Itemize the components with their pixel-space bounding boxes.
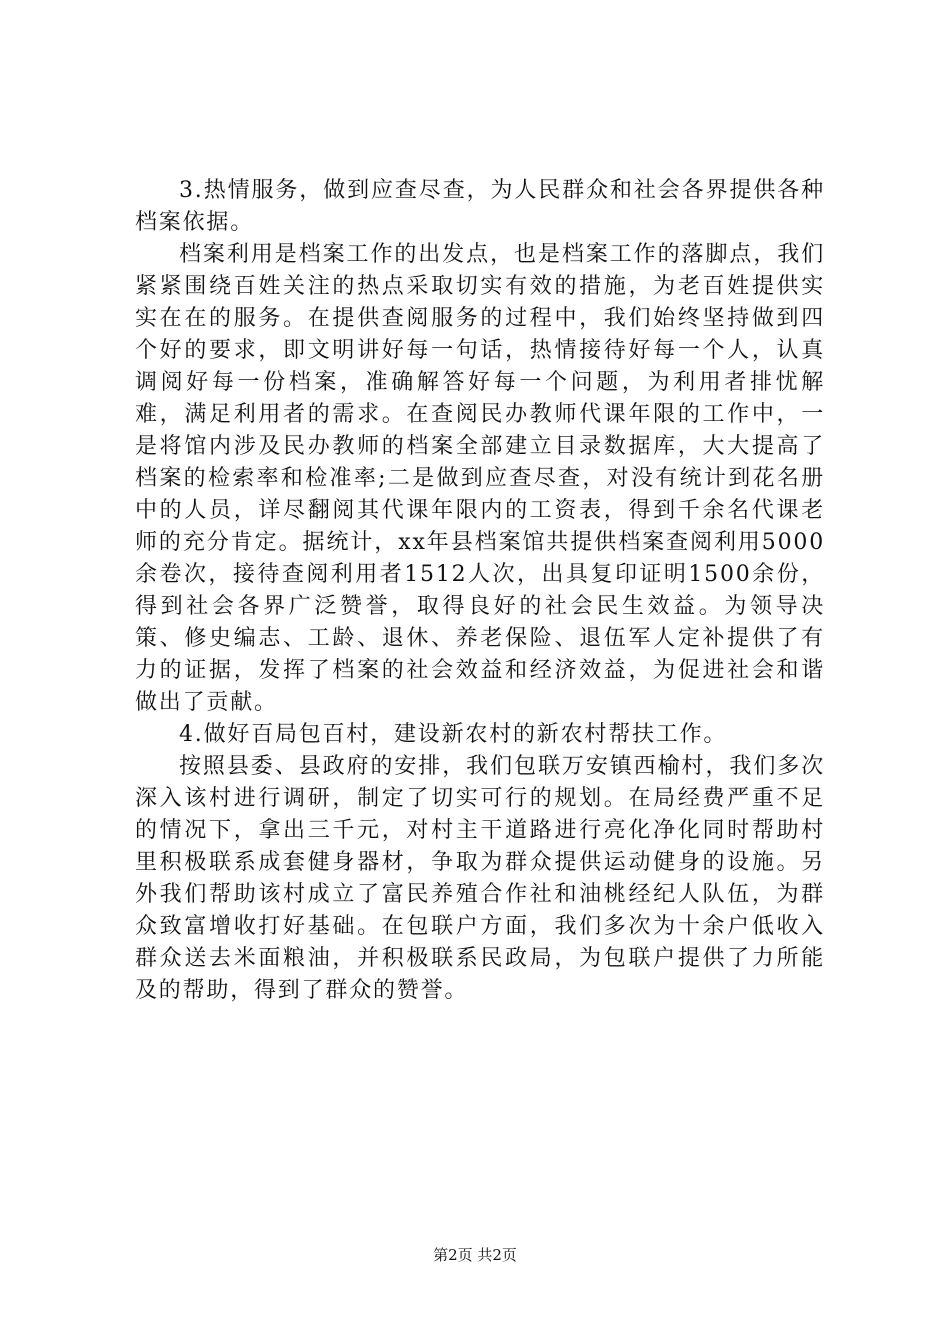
paragraph-archive-utilization: 档案利用是档案工作的出发点，也是档案工作的落脚点，我们紧紧围绕百姓关注的热点采取切实有效的措施，为老百姓提供实实在在的服务。在提供查阅服务的过程中，我们始终坚持做到四个好的要求，即文明讲好每一句话，热情接待好每一个人，认真调阅好每一份档案，准确解答好每一个问题，为利用者排忧解难，满足利用者的需求。在查阅民办教师代课年限的工作中，一是将馆内涉及民办教师的档案全部建立目录数据库，大大提高了档案的检索率和检准率;二是做到应查尽查，对没有统计到花名册中的人员，详尽翻阅其代课年限内的工资表，得到千余名代课老师的充分肯定。据统计，xx年县档案馆共提供档案查阅利用5000余卷次，接待查阅利用者1512人次，出具复印证明1500余份，得到社会各界广泛赞誉，取得良好的社会民生效益。为领导决策、修史编志、工龄、退休、养老保险、退伍军人定补提供了有力的证据，发挥了档案的社会效益和经济效益，为促进社会和谐做出了贡献。 [135,242,825,715]
page-number-footer: 第2页 共2页 [433,1246,517,1264]
document-body [135,175,825,1007]
paragraph-section-4-heading: 4.做好百局包百村，建设新农村的新农村帮扶工作。 [179,722,728,747]
paragraph-section-3-heading: 3.热情服务，做到应查尽查，为人民群众和社会各界提供各种档案依据。 [135,178,825,235]
paragraph-village-support: 按照县委、县政府的安排，我们包联万安镇西榆村，我们多次深入该村进行调研，制定了切实可行的规划。在局经费严重不足的情况下，拿出三千元，对村主干道路进行亮化净化同时帮助村里积极联系成套健身器材，争取为群众提供运动健身的设施。另外我们帮助该村成立了富民养殖合作社和油桃经纪人队伍，为群众致富增收打好基础。在包联户方面，我们多次为十余户低收入群众送去米面粮油，并积极联系民政局，为包联户提供了力所能及的帮助，得到了群众的赞誉。 [135,754,825,1003]
